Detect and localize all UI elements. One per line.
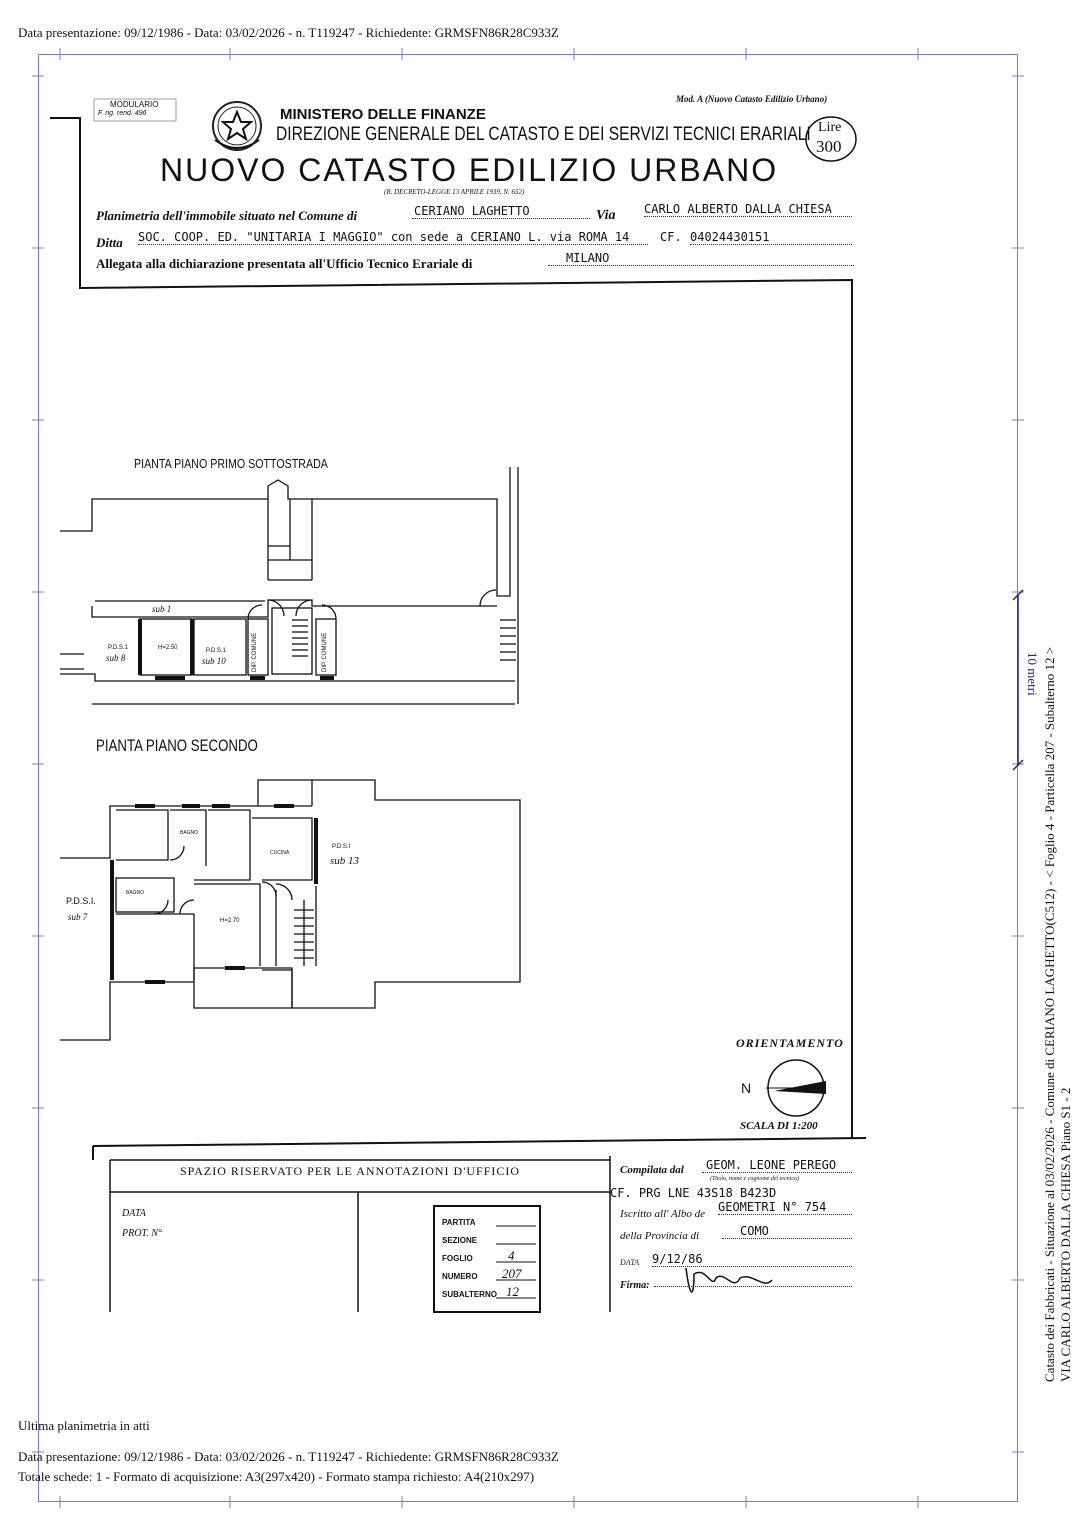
comune-value: CERIANO LAGHETTO [412, 204, 590, 219]
sub13-label: sub 13 [330, 855, 360, 867]
ufficio-value: MILANO [548, 251, 854, 266]
pds-sub7-label: P.D.S.I. [66, 896, 96, 906]
ditta-value: SOC. COOP. ED. "UNITARIA I MAGGIO" con sede a CERIANO L. via ROMA 14 [138, 230, 648, 245]
side-line-2: VIA CARLO ALBERTO DALLA CHIESA Piano S1 - 2 [1058, 1087, 1073, 1382]
bagno-label-1: BAGNO [180, 830, 199, 836]
office-prot-label: PROT. N° [122, 1228, 162, 1239]
office-data-label: DATA [122, 1208, 146, 1219]
ministry-title: MINISTERO DELLE FINANZE [280, 106, 486, 123]
plan-sottostrada [60, 467, 518, 704]
plan-sottostrada-title: PIANTA PIANO PRIMO SOTTOSTRADA [134, 456, 328, 471]
plan-secondo-title: PIANTA PIANO SECONDO [96, 736, 258, 755]
side-line-1: Catasto dei Fabbricati - Situazione al 03/02/2026 - Comune di CERIANO LAGHETTO(C512) - < Foglio 4 - Particella 207 - Subalterno 12 > [1042, 646, 1057, 1382]
compass-icon [766, 1060, 826, 1116]
iscritto-label: Iscritto all' Albo de [620, 1208, 705, 1220]
decree-label: (R. DECRETO-LEGGE 13 APRILE 1939, N. 652) [384, 188, 525, 196]
firma-label: Firma: [620, 1280, 650, 1291]
compilata-label: Compilata dal [620, 1164, 684, 1176]
comune-label-2: DIP. COMUNE [322, 632, 328, 672]
comune-label-1: DIP. COMUNE [252, 632, 258, 672]
sezione-label: SEZIONE [442, 1236, 478, 1245]
cucina-label: CUCINA [270, 850, 290, 856]
via-label: Via [596, 208, 616, 223]
mod-label: Mod. A (Nuovo Catasto Edilizio Urbano) [676, 94, 828, 104]
provincia-value: COMO [722, 1224, 852, 1239]
north-label: N [741, 1080, 752, 1096]
compilata-value: GEOM. LEONE PEREGO [702, 1158, 852, 1173]
sub8-label: sub 8 [106, 653, 126, 663]
plan-secondo [60, 780, 520, 1040]
state-emblem-icon [213, 102, 261, 150]
lire-value: 300 [816, 137, 842, 156]
provincia-label: della Provincia di [620, 1230, 700, 1242]
via-value: CARLO ALBERTO DALLA CHIESA [644, 202, 852, 217]
spazio-label: SPAZIO RISERVATO PER LE ANNOTAZIONI D'UFFICIO [180, 1164, 521, 1178]
scale-bar-label: 10 metri [1025, 652, 1040, 696]
cf-tecnico: CF. PRG LNE 43S18 B423D [610, 1186, 777, 1200]
partita-label: PARTITA [442, 1218, 476, 1227]
subalterno-value: 12 [506, 1284, 519, 1299]
scale-bar [1013, 590, 1023, 770]
pds-sub13-label: P.D.S.I [332, 844, 351, 850]
lire-label: Lire [818, 120, 842, 135]
subalterno-label: SUBALTERNO [442, 1290, 497, 1299]
document-title: NUOVO CATASTO EDILIZIO URBANO [160, 152, 779, 188]
footer-line-2: Totale schede: 1 - Formato di acquisizione: A3(297x420) - Formato stampa richiesto: A4(210x297) [18, 1469, 535, 1484]
side-caption [1042, 647, 1074, 1382]
albo-value: GEOMETRI N° 754 [718, 1200, 852, 1215]
foglio-value: 4 [508, 1248, 515, 1263]
data-firma-label: DATA [620, 1258, 640, 1267]
direzione-title: DIREZIONE GENERALE DEL CATASTO E DEI SERVIZI TECNICI ERARIALI [276, 124, 811, 145]
pds-sub10-label: P.D.S.1 [206, 648, 226, 654]
h270-label: H=2.70 [220, 918, 240, 924]
ultima-planimetria: Ultima planimetria in atti [18, 1418, 150, 1433]
ditta-label: Ditta [96, 235, 123, 250]
foglio-label: FOGLIO [442, 1254, 473, 1263]
cf-value: 04024430151 [690, 230, 852, 245]
planimetria-label: Planimetria dell'immobile situato nel Comune di [96, 208, 358, 223]
sub10-label: sub 10 [202, 656, 226, 666]
office-table [110, 1156, 610, 1312]
allegata-label: Allegata alla dichiarazione presentata all'Ufficio Tecnico Erariale di [96, 256, 473, 271]
cf-label: CF. [660, 230, 682, 244]
header-line: Data presentazione: 09/12/1986 - Data: 03/02/2026 - n. T119247 - Richiedente: GRMSFN86R28C933Z [18, 25, 559, 40]
titolo-note: (Titolo, nome e cognome del tecnico) [710, 1176, 799, 1182]
sub7-label: sub 7 [68, 912, 88, 922]
orientation-label: ORIENTAMENTO [736, 1036, 844, 1050]
bagno-label-2: BAGNO [126, 890, 145, 896]
h250-label: H=2.50 [158, 645, 178, 651]
data-firma-value: 9/12/86 [652, 1252, 852, 1267]
numero-value: 207 [502, 1266, 522, 1281]
sub1-label: sub 1 [152, 604, 172, 614]
scale-value: SCALA DI 1:200 [740, 1120, 818, 1132]
modulario-label: MODULARIO [110, 100, 159, 109]
numero-label: NUMERO [442, 1272, 478, 1281]
firma-line [654, 1274, 852, 1287]
modulario-code: F. rig. rend. 496 [98, 110, 147, 117]
footer-line-1: Data presentazione: 09/12/1986 - Data: 03/02/2026 - n. T119247 - Richiedente: GRMSFN86R28C933Z [18, 1449, 559, 1464]
pds-sub8-label: P.D.S.1 [108, 645, 128, 651]
